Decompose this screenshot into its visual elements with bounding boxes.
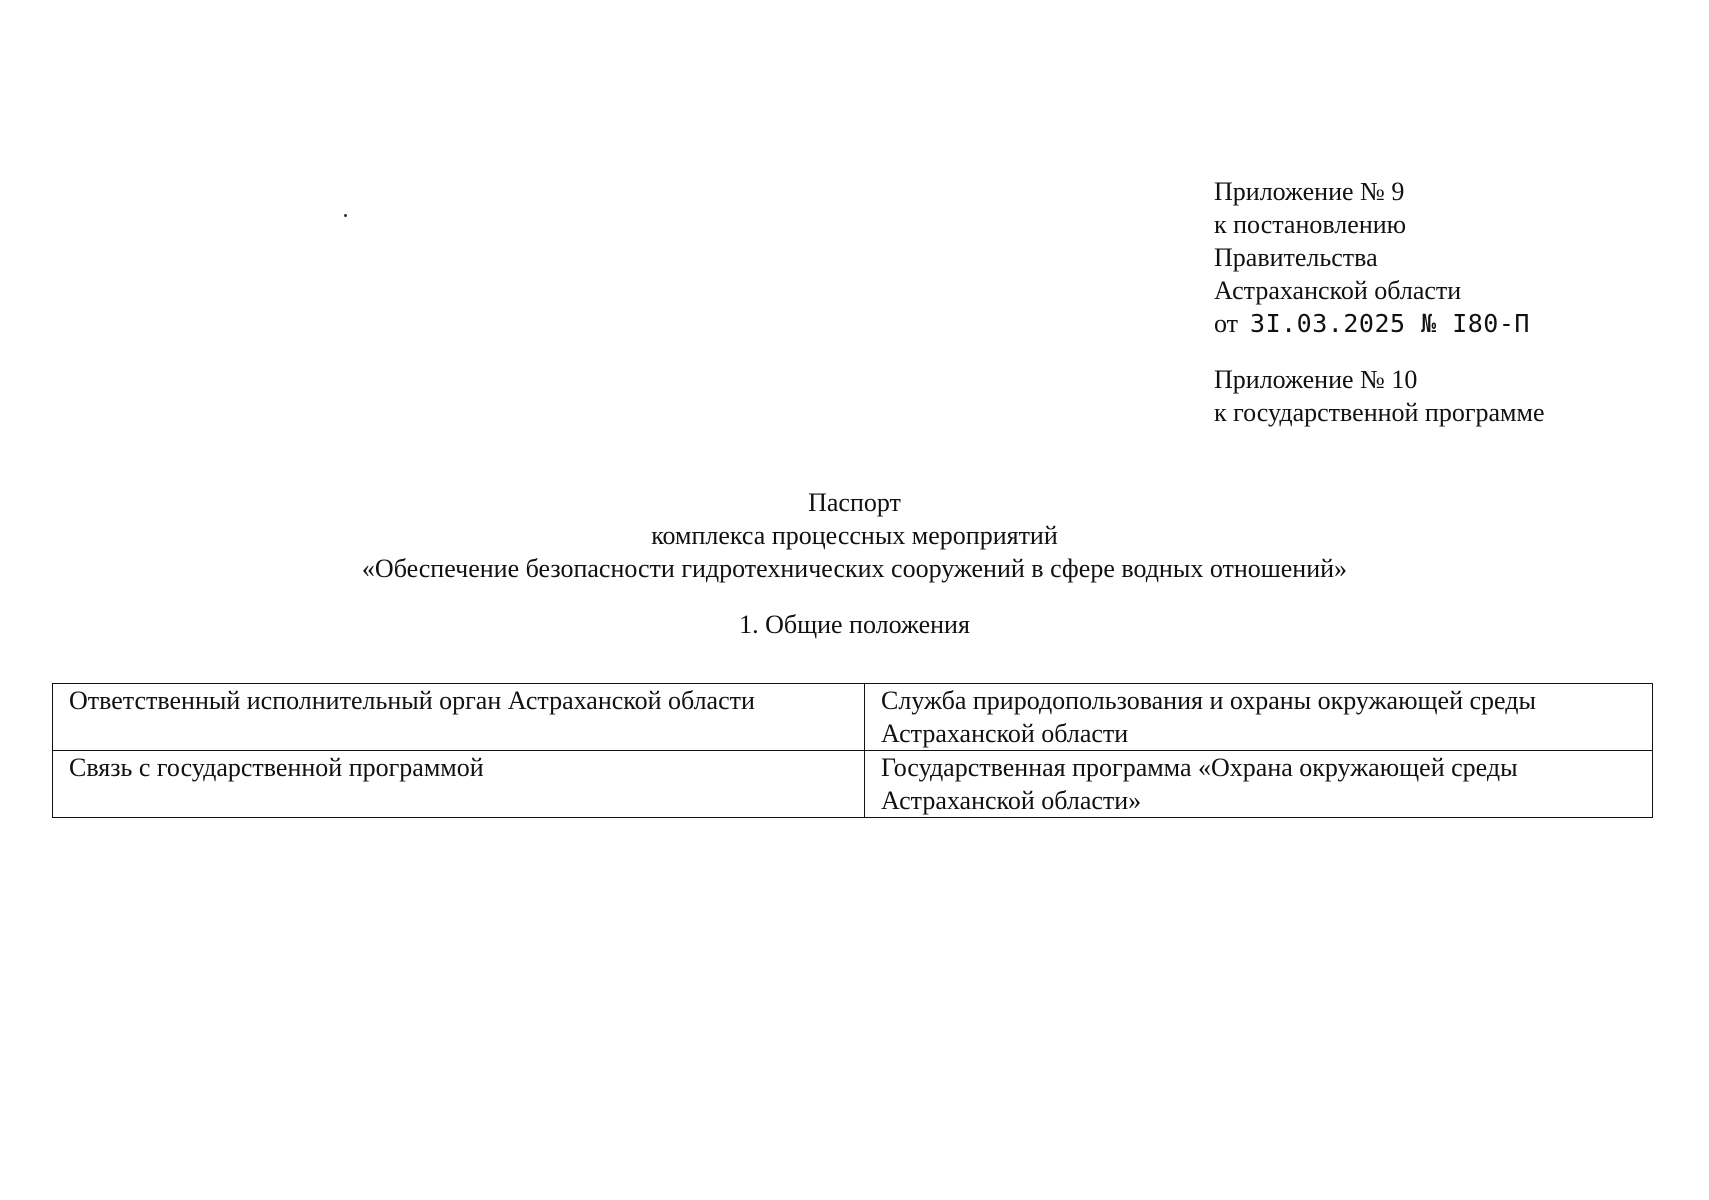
scan-speck <box>344 214 347 217</box>
row-label: Связь с государственной программой <box>53 751 865 818</box>
appendix-9-line: Правительства <box>1214 243 1378 272</box>
appendix-9-line: Астраханской области <box>1214 276 1462 305</box>
title-line: комплекса процессных мероприятий <box>651 521 1058 550</box>
decree-date-number <box>1214 307 1530 340</box>
appendix-9-block <box>1214 175 1530 340</box>
appendix-9-line: Приложение № 9 <box>1214 177 1405 206</box>
table-row <box>53 684 1653 751</box>
decree-stamp: 3I.03.2025 № I80-П <box>1250 309 1530 338</box>
general-provisions-table <box>52 683 1653 818</box>
row-value: Служба природопользования и охраны окружающей среды Астраханской области <box>865 684 1653 751</box>
decree-prefix: от <box>1214 309 1239 338</box>
appendix-10-line: Приложение № 10 <box>1214 365 1418 394</box>
appendix-10-line: к государственной программе <box>1214 398 1545 427</box>
section-heading: 1. Общие положения <box>739 610 970 639</box>
appendix-9-line: к постановлению <box>1214 210 1407 239</box>
row-value: Государственная программа «Охрана окружающей среды Астраханской области» <box>865 751 1653 818</box>
table-row <box>53 751 1653 818</box>
title-line: Паспорт <box>808 488 901 517</box>
appendix-10-block <box>1214 363 1545 429</box>
document-title <box>0 486 1709 585</box>
row-label: Ответственный исполнительный орган Астраханской области <box>53 684 865 751</box>
title-line: «Обеспечение безопасности гидротехнических сооружений в сфере водных отношений» <box>361 554 1348 583</box>
